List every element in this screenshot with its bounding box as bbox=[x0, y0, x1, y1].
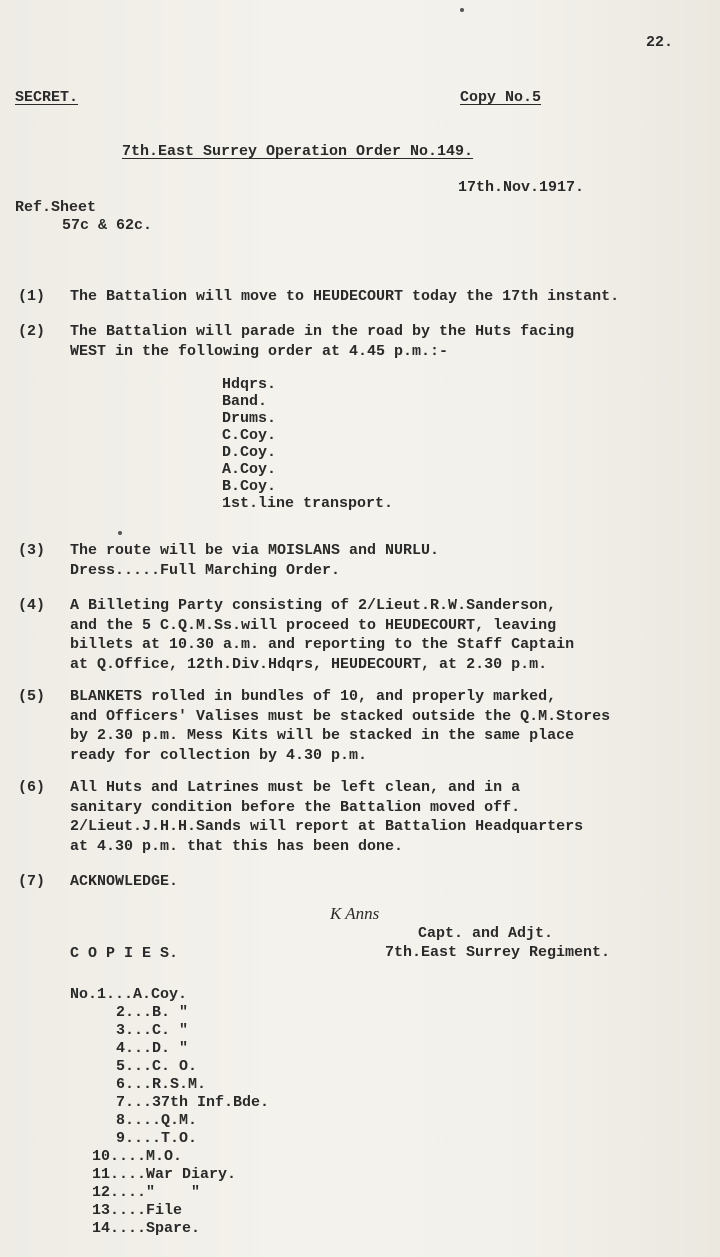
list-item: A.Coy. bbox=[222, 461, 277, 478]
punch-mark-top bbox=[460, 8, 464, 12]
punch-mark-middle bbox=[118, 531, 122, 535]
paragraph-text: The Battalion will move to HEUDECOURT today the 17th instant. bbox=[70, 288, 620, 305]
paragraph-text: The Battalion will parade in the road by the Huts facing WEST in the following order at 4.45 p.m.:- bbox=[70, 323, 575, 360]
list-item: 4...D. " bbox=[116, 1040, 189, 1057]
paragraph-text: The route will be via MOISLANS and NURLU. Dress.....Full Marching Order. bbox=[70, 542, 440, 579]
paragraph-text: ACKNOWLEDGE. bbox=[70, 873, 179, 890]
list-item: 13....File bbox=[92, 1202, 183, 1219]
list-item: 2...B. " bbox=[116, 1004, 189, 1021]
list-item: B.Coy. bbox=[222, 478, 277, 495]
ref-sheet-line1: Ref.Sheet bbox=[15, 199, 97, 216]
copy-number: Copy No.5 bbox=[460, 89, 542, 106]
list-item: 14....Spare. bbox=[92, 1220, 201, 1237]
classification-label: SECRET. bbox=[15, 89, 79, 106]
list-item: 3...C. " bbox=[116, 1022, 189, 1039]
list-item: 8....Q.M. bbox=[116, 1112, 198, 1129]
list-item: C.Coy. bbox=[222, 427, 277, 444]
list-item: 1st.line transport. bbox=[222, 495, 394, 512]
paragraph-number: (1) bbox=[18, 288, 46, 305]
signatory-rank: Capt. and Adjt. bbox=[418, 925, 554, 942]
copies-heading: C O P I E S. bbox=[70, 945, 179, 962]
paragraph-number: (3) bbox=[18, 542, 46, 559]
list-item: No.1...A.Coy. bbox=[70, 986, 188, 1003]
list-item: Drums. bbox=[222, 410, 277, 427]
paragraph-text: All Huts and Latrines must be left clean, and in a sanitary condition before the Battalion moved off. 2/Lieut.J.H.H.Sands will report at Battalion Headquarters at 4.30 p.m. that this has been done. bbox=[70, 779, 584, 855]
paragraph-number: (4) bbox=[18, 597, 46, 614]
list-item: 12...." " bbox=[92, 1184, 201, 1201]
signatory-unit: 7th.East Surrey Regiment. bbox=[385, 944, 611, 961]
page-number: 22. bbox=[646, 34, 674, 51]
paragraph-number: (2) bbox=[18, 323, 46, 340]
list-item: Band. bbox=[222, 393, 268, 410]
list-item: 6...R.S.M. bbox=[116, 1076, 207, 1093]
list-item: 9....T.O. bbox=[116, 1130, 198, 1147]
list-item: 7...37th Inf.Bde. bbox=[116, 1094, 270, 1111]
list-item: Hdqrs. bbox=[222, 376, 277, 393]
list-item: 5...C. O. bbox=[116, 1058, 198, 1075]
ref-sheet-line2: 57c & 62c. bbox=[62, 217, 153, 234]
signature: K Anns bbox=[330, 904, 380, 923]
document-title: 7th.East Surrey Operation Order No.149. bbox=[122, 143, 474, 160]
paragraph-number: (7) bbox=[18, 873, 46, 890]
paragraph-text: A Billeting Party consisting of 2/Lieut.R.W.Sanderson, and the 5 C.Q.M.Ss.will proceed to HEUDECOURT, leaving billets at 10.30 a.m. and reporting to the Staff Captain at Q.Office, 12th.Div.Hdqrs, HEUDECOURT, at 2.30 p.m. bbox=[70, 597, 575, 673]
list-item: 11....War Diary. bbox=[92, 1166, 237, 1183]
paragraph-text: BLANKETS rolled in bundles of 10, and properly marked, and Officers' Valises must be stacked outside the Q.M.Stores by 2.30 p.m. Mess Kits will be stacked in the same place ready for collection by 4.30 p.m. bbox=[70, 688, 611, 764]
paragraph-number: (5) bbox=[18, 688, 46, 705]
document-date: 17th.Nov.1917. bbox=[458, 179, 585, 196]
list-item: D.Coy. bbox=[222, 444, 277, 461]
paragraph-number: (6) bbox=[18, 779, 46, 796]
list-item: 10....M.O. bbox=[92, 1148, 183, 1165]
